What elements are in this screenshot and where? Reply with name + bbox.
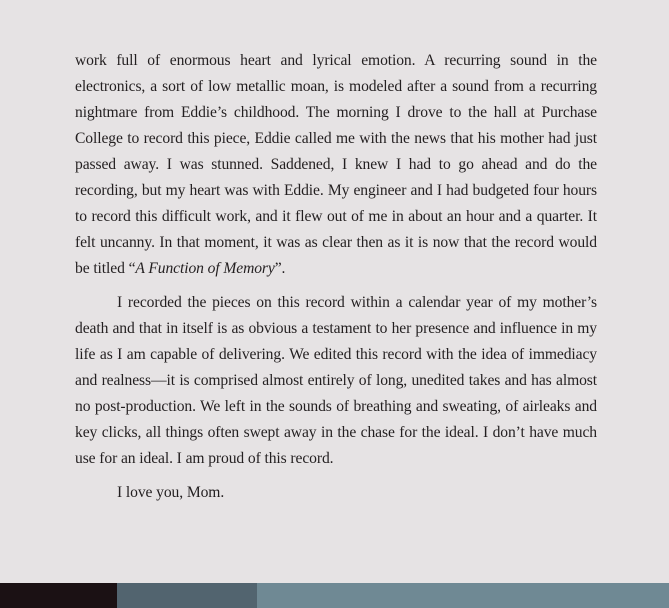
footer-color-bar <box>0 583 669 608</box>
essay-text <box>75 48 597 506</box>
paragraph-1 <box>75 48 597 282</box>
footer-bar-light-segment <box>257 583 669 608</box>
album-title: A Function of Memory <box>135 260 275 277</box>
paragraph-1-closing: ”. <box>274 260 286 277</box>
paragraph-3: I love you, Mom. <box>117 484 225 501</box>
footer-bar-mid-segment <box>117 583 257 608</box>
paragraph-2: I recorded the pieces on this record within a calendar year of my mother’s death and that in itself is as obvious a testament to her presence and influence in my life as I am capable of delivering. We edited this record with the idea of immediacy and realness—it is comprised almost entirely of long, unedited takes and has almost no post-production. We left in the sounds of breathing and sweating, of airleaks and key clicks, all things often swept away in the chase for the ideal. I don’t have much use for an ideal. I am proud of this record. <box>75 294 597 467</box>
paragraph-1-text: work full of enormous heart and lyrical emotion. A recurring sound in the electronics, a sort of low metallic moan, is modeled after a sound from a recurring nightmare from Eddie’s childhood. The morning I drove to the hall at Purchase College to record this piece, Eddie called me with the news that his mother had just passed away. I was stunned. Saddened, I knew I had to go ahead and do the recording, but my heart was with Eddie. My engineer and I had budgeted four hours to record this difficult work, and it flew out of me in about an hour and a quarter. It felt uncanny. In that moment, it was as clear then as it is now that the record would be titled “ <box>75 52 597 277</box>
footer-bar-dark-segment <box>0 583 117 608</box>
